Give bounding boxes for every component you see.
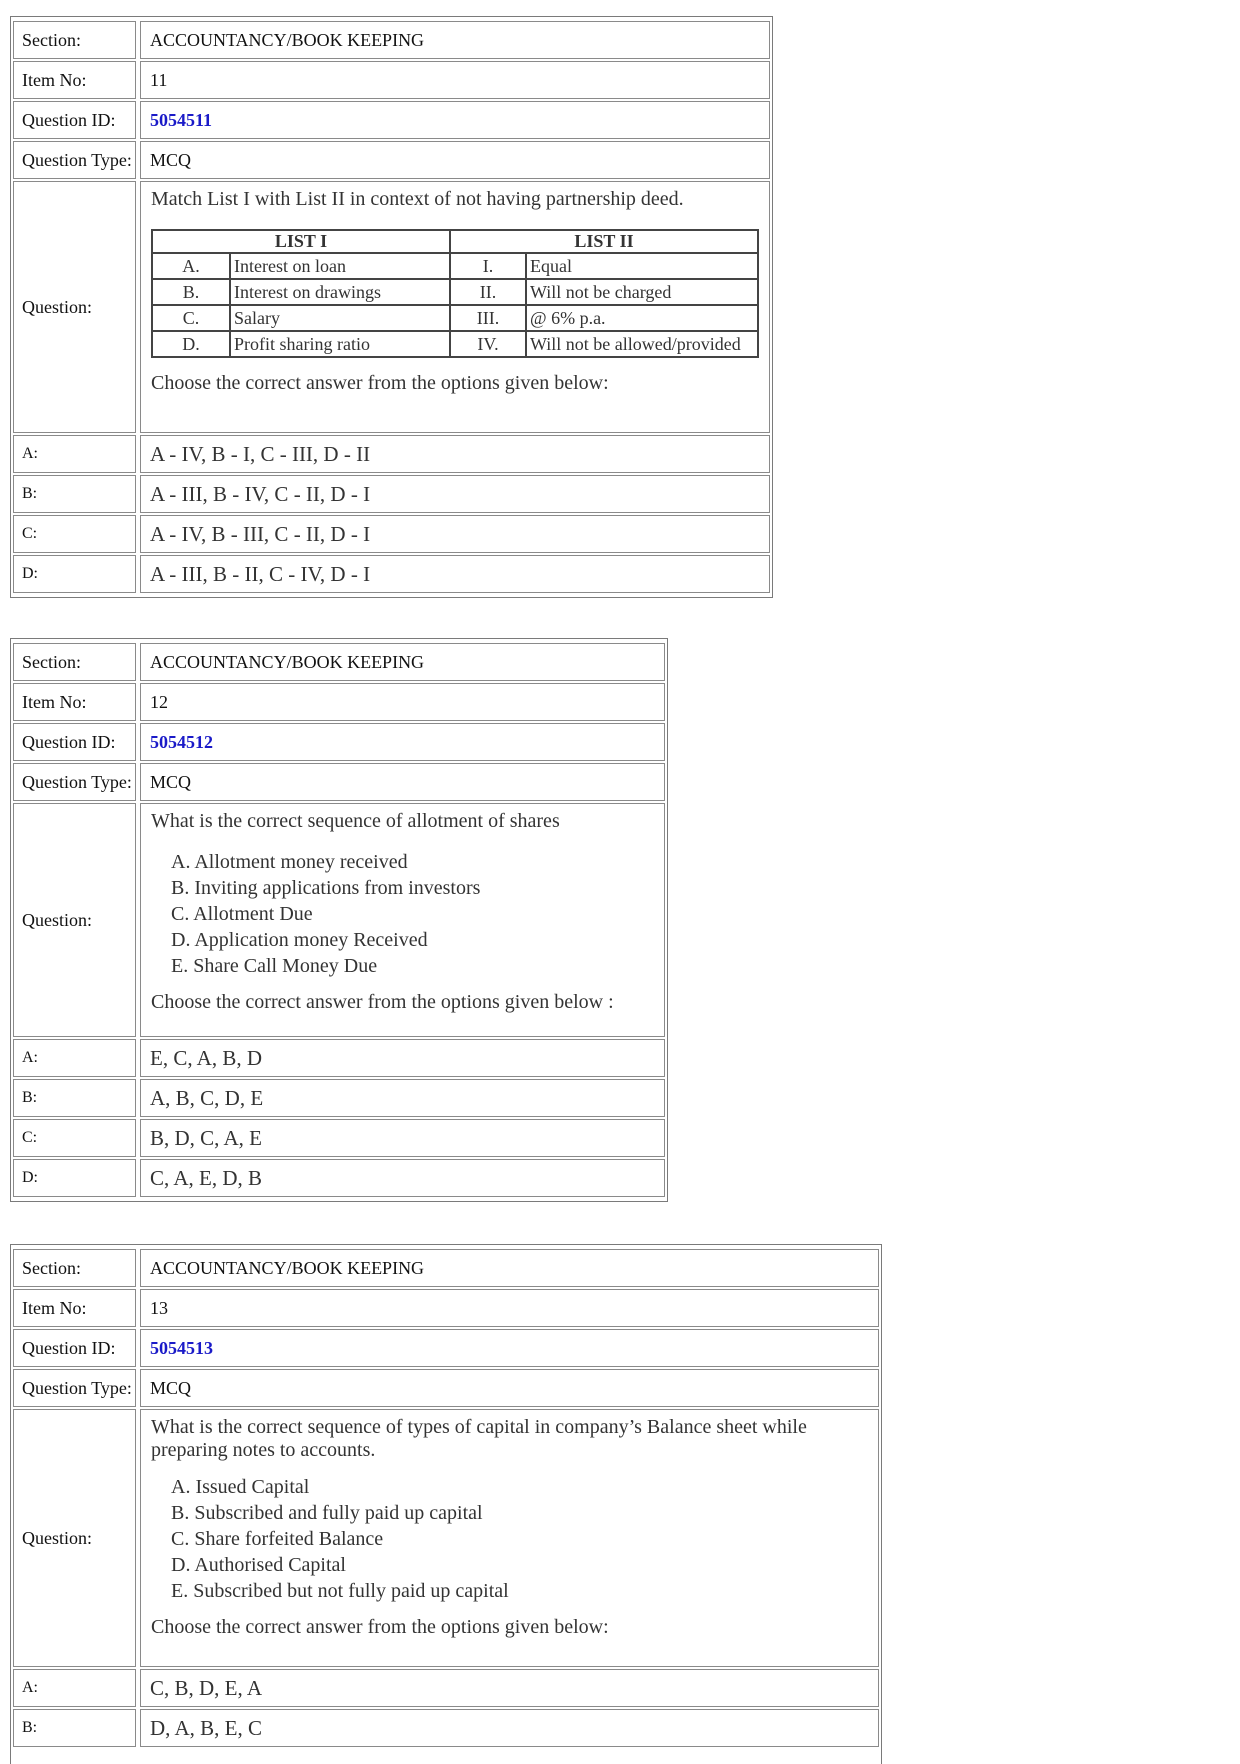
option-b-row[interactable]: [13, 475, 770, 513]
question-label: Question:: [13, 1409, 136, 1667]
question-id-value: 5054513: [140, 1329, 879, 1367]
option-a-text[interactable]: E, C, A, B, D: [140, 1039, 665, 1077]
question-type-label: Question Type:: [13, 141, 136, 179]
question-id-label: Question ID:: [13, 1329, 136, 1367]
option-a-label: A:: [13, 1039, 136, 1077]
list-1-key: C.: [152, 305, 230, 331]
item-no-row: [13, 61, 770, 99]
option-a-row[interactable]: [13, 1669, 879, 1707]
question-intro: Match List I with List II in context of not having partnership deed.: [151, 188, 684, 210]
list-2-key: II.: [450, 279, 526, 305]
sequence-item: E. Subscribed but not fully paid up capital: [171, 1580, 509, 1602]
option-c-label: C:: [13, 1119, 136, 1157]
list-2-item: Will not be allowed/provided: [526, 331, 758, 357]
question-type-label: Question Type:: [13, 763, 136, 801]
list-1-key: B.: [152, 279, 230, 305]
list-2-key: III.: [450, 305, 526, 331]
question-block-11: [10, 16, 773, 598]
option-c-row[interactable]: [13, 515, 770, 553]
sequence-item: B. Inviting applications from investors: [171, 877, 481, 899]
option-d-label: D:: [13, 555, 136, 593]
option-c-row[interactable]: [13, 1119, 665, 1157]
question-id-label: Question ID:: [13, 101, 136, 139]
option-b-label: B:: [13, 475, 136, 513]
question-text: [140, 1409, 879, 1667]
sequence-item: E. Share Call Money Due: [171, 955, 378, 977]
question-type-row: [13, 141, 770, 179]
option-d-row[interactable]: [13, 555, 770, 593]
item-no-value: 12: [140, 683, 665, 721]
question-type-value: MCQ: [140, 763, 665, 801]
question-type-label: Question Type:: [13, 1369, 136, 1407]
question-id-row: [13, 101, 770, 139]
item-no-label: Item No:: [13, 1289, 136, 1327]
question-id-row: [13, 1329, 879, 1367]
item-no-label: Item No:: [13, 61, 136, 99]
option-c-text[interactable]: A - IV, B - III, C - II, D - I: [140, 515, 770, 553]
question-intro: What is the correct sequence of types of capital in company’s Balance sheet while preparing notes to accounts.: [151, 1416, 807, 1461]
match-row: [152, 331, 758, 357]
section-row: [13, 643, 665, 681]
section-row: [13, 21, 770, 59]
question-row: [13, 803, 665, 1037]
question-block-12: [10, 638, 668, 1202]
list-2-key: IV.: [450, 331, 526, 357]
sequence-list: [171, 1474, 868, 1604]
question-id-value: 5054512: [140, 723, 665, 761]
choose-instruction: Choose the correct answer from the options given below :: [151, 991, 614, 1013]
list-1-item: Interest on loan: [230, 253, 450, 279]
item-no-value: 11: [140, 61, 770, 99]
list-1-item: Salary: [230, 305, 450, 331]
option-a-row[interactable]: [13, 1039, 665, 1077]
sequence-item: A. Allotment money received: [171, 851, 408, 873]
match-row: [152, 279, 758, 305]
question-type-row: [13, 763, 665, 801]
list-2-item: Equal: [526, 253, 758, 279]
option-a-row[interactable]: [13, 435, 770, 473]
list-1-key: D.: [152, 331, 230, 357]
choose-instruction: Choose the correct answer from the options given below:: [151, 372, 609, 394]
option-b-text[interactable]: A, B, C, D, E: [140, 1079, 665, 1117]
option-b-label: B:: [13, 1709, 136, 1747]
question-row: [13, 181, 770, 433]
sequence-item: D. Authorised Capital: [171, 1554, 346, 1576]
item-no-row: [13, 683, 665, 721]
section-value: ACCOUNTANCY/BOOK KEEPING: [140, 643, 665, 681]
list-2-key: I.: [450, 253, 526, 279]
sequence-item: A. Issued Capital: [171, 1476, 310, 1498]
section-row: [13, 1249, 879, 1287]
option-d-row[interactable]: [13, 1159, 665, 1197]
question-type-value: MCQ: [140, 141, 770, 179]
option-a-label: A:: [13, 435, 136, 473]
question-block-13: [10, 1244, 882, 1764]
option-b-text[interactable]: A - III, B - IV, C - II, D - I: [140, 475, 770, 513]
question-id-label: Question ID:: [13, 723, 136, 761]
section-label: Section:: [13, 1249, 136, 1287]
option-c-label: C:: [13, 515, 136, 553]
list-2-header: LIST II: [450, 230, 758, 253]
option-d-text[interactable]: C, A, E, D, B: [140, 1159, 665, 1197]
match-row: [152, 305, 758, 331]
question-id-row: [13, 723, 665, 761]
sequence-item: C. Share forfeited Balance: [171, 1528, 384, 1550]
option-d-label: D:: [13, 1159, 136, 1197]
list-2-item: Will not be charged: [526, 279, 758, 305]
section-label: Section:: [13, 21, 136, 59]
question-text: [140, 181, 770, 433]
section-value: ACCOUNTANCY/BOOK KEEPING: [140, 21, 770, 59]
option-b-text[interactable]: D, A, B, E, C: [140, 1709, 879, 1747]
choose-instruction: Choose the correct answer from the options given below:: [151, 1616, 609, 1638]
sequence-item: C. Allotment Due: [171, 903, 313, 925]
list-1-item: Interest on drawings: [230, 279, 450, 305]
option-b-row[interactable]: [13, 1079, 665, 1117]
section-label: Section:: [13, 643, 136, 681]
option-d-text[interactable]: A - III, B - II, C - IV, D - I: [140, 555, 770, 593]
question-id-value: 5054511: [140, 101, 770, 139]
list-1-key: A.: [152, 253, 230, 279]
option-a-label: A:: [13, 1669, 136, 1707]
item-no-value: 13: [140, 1289, 879, 1327]
question-row: [13, 1409, 879, 1667]
sequence-item: B. Subscribed and fully paid up capital: [171, 1502, 483, 1524]
question-intro: What is the correct sequence of allotment of shares: [151, 810, 560, 832]
option-b-row[interactable]: [13, 1709, 879, 1747]
item-no-row: [13, 1289, 879, 1327]
question-text: [140, 803, 665, 1037]
question-type-row: [13, 1369, 879, 1407]
question-label: Question:: [13, 803, 136, 1037]
option-a-text[interactable]: A - IV, B - I, C - III, D - II: [140, 435, 770, 473]
list-1-item: Profit sharing ratio: [230, 331, 450, 357]
option-c-text[interactable]: B, D, C, A, E: [140, 1119, 665, 1157]
item-no-label: Item No:: [13, 683, 136, 721]
sequence-list: [171, 849, 654, 979]
sequence-item: D. Application money Received: [171, 929, 428, 951]
question-label: Question:: [13, 181, 136, 433]
question-type-value: MCQ: [140, 1369, 879, 1407]
list-1-header: LIST I: [152, 230, 450, 253]
section-value: ACCOUNTANCY/BOOK KEEPING: [140, 1249, 879, 1287]
option-a-text[interactable]: C, B, D, E, A: [140, 1669, 879, 1707]
option-b-label: B:: [13, 1079, 136, 1117]
match-row: [152, 253, 758, 279]
list-2-item: @ 6% p.a.: [526, 305, 758, 331]
match-table: [151, 229, 759, 358]
